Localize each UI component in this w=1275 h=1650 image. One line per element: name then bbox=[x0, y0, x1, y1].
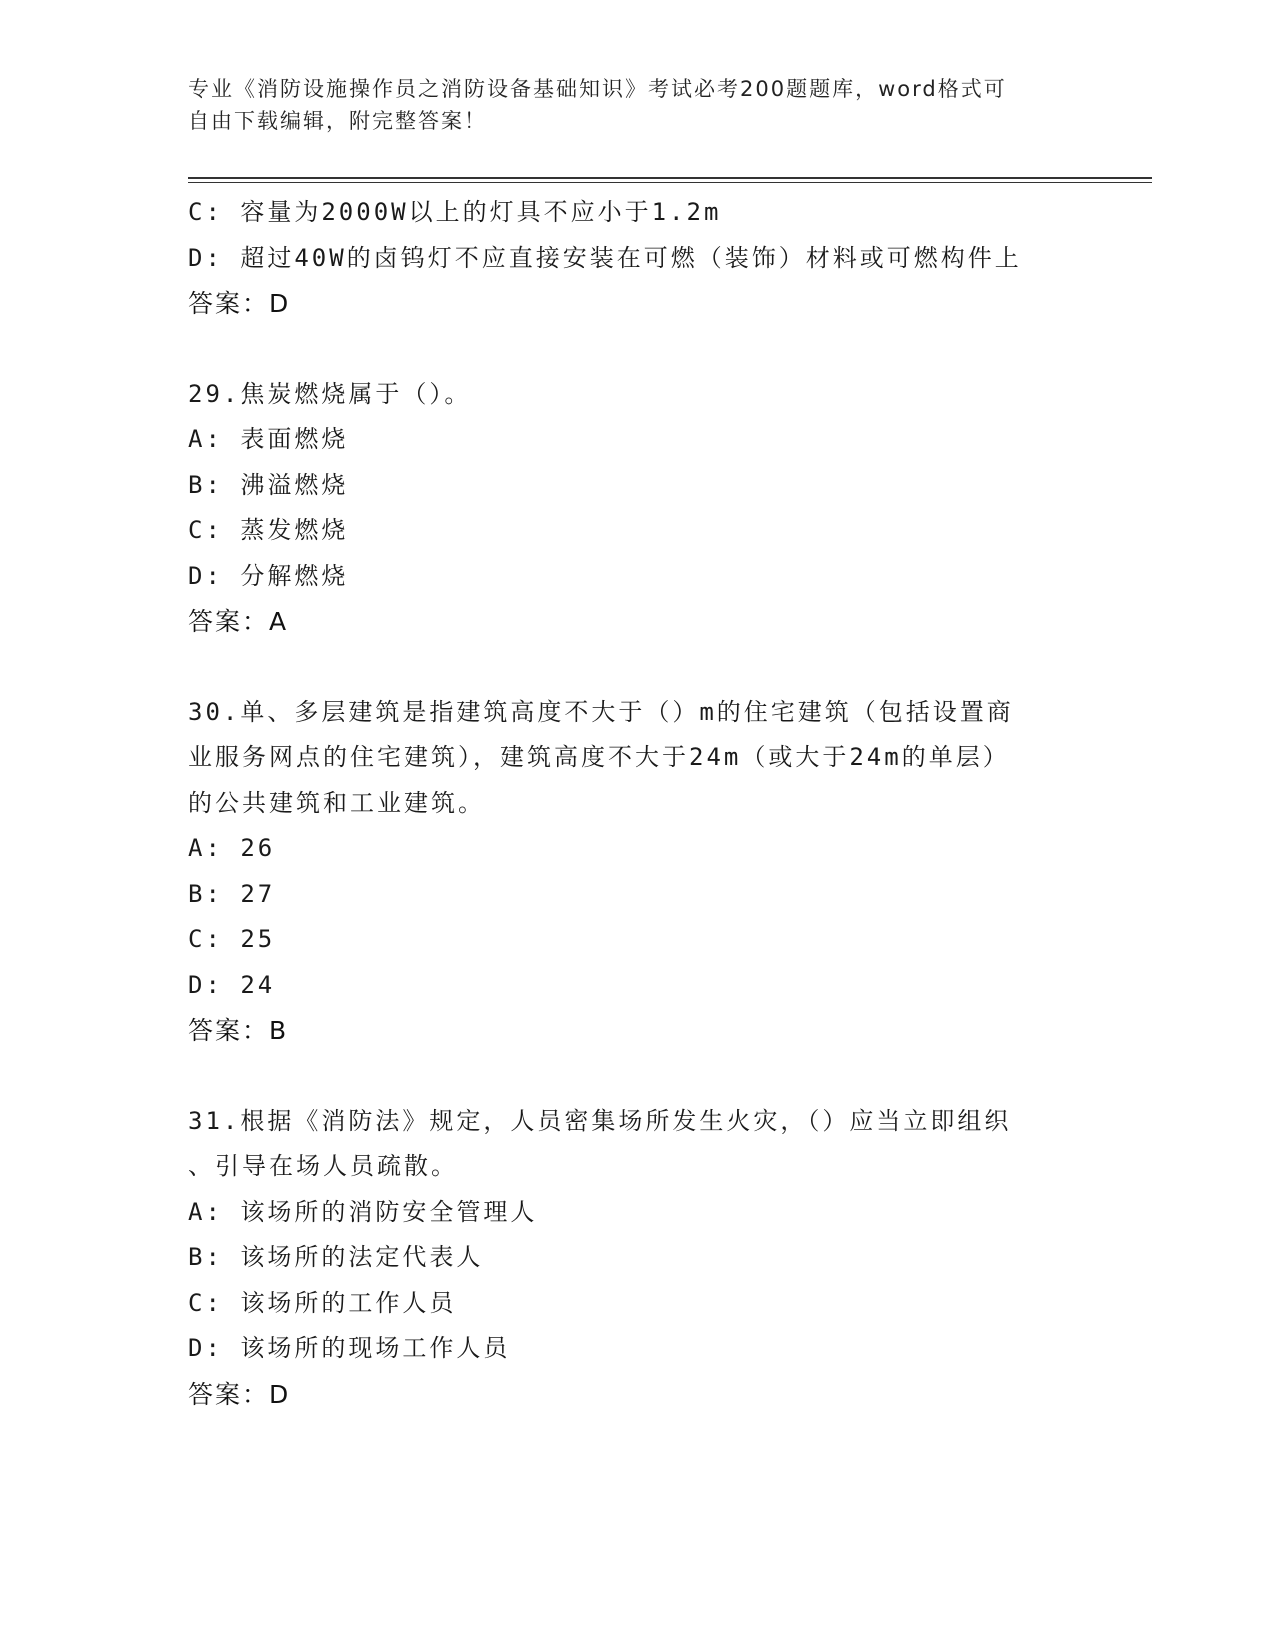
answer-label: 答案：D bbox=[188, 289, 291, 318]
question-stem-line-3: 的公共建筑和工业建筑。 bbox=[188, 788, 485, 817]
question-block-29 bbox=[188, 372, 1088, 645]
question-stem-line-2: 业服务网点的住宅建筑），建筑高度不大于24m（或大于24m的单层） bbox=[188, 743, 1010, 771]
spacer bbox=[188, 327, 1088, 372]
answer-label: 答案：A bbox=[188, 607, 289, 636]
header-line-1: 专业《消防设施操作员之消防设备基础知识》考试必考200题题库，word格式可 bbox=[188, 77, 1007, 101]
spacer bbox=[188, 645, 1088, 690]
answer-label: 答案：D bbox=[188, 1379, 291, 1409]
question-block-28-continued bbox=[188, 190, 1088, 327]
option-a: A: 26 bbox=[188, 834, 276, 862]
answer-label: 答案：B bbox=[188, 1016, 289, 1045]
question-stem: 29.焦炭燃烧属于（）。 bbox=[188, 379, 472, 408]
option-c: C: 容量为2000W以上的灯具不应小于1.2m bbox=[188, 198, 722, 226]
option-c: C: 25 bbox=[188, 925, 276, 953]
header-line-2: 自由下载编辑，附完整答案！ bbox=[188, 109, 487, 133]
question-list bbox=[188, 190, 1088, 1417]
option-a: A: 表面燃烧 bbox=[188, 425, 349, 453]
document-header bbox=[188, 73, 1068, 137]
option-b: B: 27 bbox=[188, 879, 276, 908]
question-stem-line-1: 31.根据《消防法》规定，人员密集场所发生火灾，（）应当立即组织 bbox=[188, 1106, 1012, 1135]
option-b: B: 沸溢燃烧 bbox=[188, 470, 349, 499]
option-d: D: 该场所的现场工作人员 bbox=[188, 1334, 511, 1362]
option-a: A: 该场所的消防安全管理人 bbox=[188, 1197, 538, 1226]
option-d: D: 24 bbox=[188, 970, 276, 999]
question-block-30 bbox=[188, 690, 1088, 1054]
question-stem-line-2: 、引导在场人员疏散。 bbox=[188, 1152, 458, 1180]
question-stem-line-1: 30.单、多层建筑是指建筑高度不大于（）m的住宅建筑（包括设置商 bbox=[188, 697, 1014, 726]
option-c: C: 该场所的工作人员 bbox=[188, 1288, 457, 1317]
option-b: B: 该场所的法定代表人 bbox=[188, 1243, 484, 1271]
question-block-31 bbox=[188, 1099, 1088, 1418]
spacer bbox=[188, 1054, 1088, 1099]
option-d: D: 分解燃烧 bbox=[188, 561, 349, 590]
header-divider-thin bbox=[188, 182, 1152, 183]
option-d: D: 超过40W的卤钨灯不应直接安装在可燃（装饰）材料或可燃构件上 bbox=[188, 243, 1022, 272]
header-divider-thick bbox=[188, 177, 1152, 179]
option-c: C: 蒸发燃烧 bbox=[188, 516, 349, 544]
